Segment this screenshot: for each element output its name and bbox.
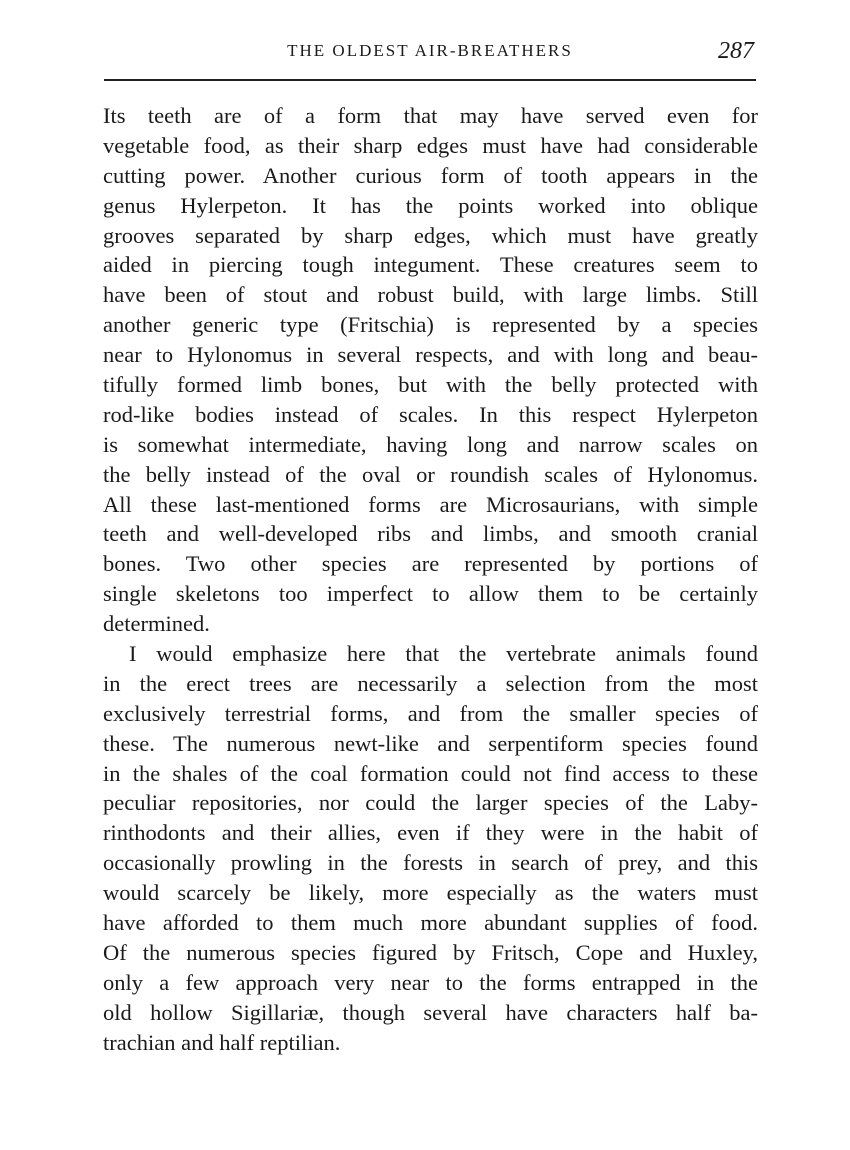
text-line: have been of stout and robust build, with large limbs. Still: [103, 282, 758, 308]
text-line: I would emphasize here that the vertebrate animals found: [129, 641, 758, 667]
text-line: the belly instead of the oval or roundish scales of Hylonomus.: [103, 461, 758, 487]
text-line: genus Hylerpeton. It has the points worked into oblique: [103, 192, 758, 218]
text-line: these. The numerous newt-like and serpentiform species found: [103, 730, 758, 756]
text-line: vegetable food, as their sharp edges must have had considerable: [103, 132, 758, 158]
text-line: old hollow Sigillariæ, though several have characters half ba-: [103, 999, 758, 1025]
text-line: aided in piercing tough integument. These creatures seem to: [103, 252, 758, 278]
text-line: another generic type (Fritschia) is represented by a species: [103, 312, 758, 338]
text-line: is somewhat intermediate, having long and narrow scales on: [103, 431, 758, 457]
text-line: near to Hylonomus in several respects, and with long and beau-: [103, 342, 758, 368]
header-rule: [104, 79, 756, 81]
text-line: teeth and well-developed ribs and limbs, and smooth cranial: [103, 521, 758, 547]
text-line: rod-like bodies instead of scales. In this respect Hylerpeton: [103, 401, 758, 427]
running-head: [104, 38, 756, 68]
text-line: single skeletons too imperfect to allow them to be certainly: [103, 581, 758, 607]
text-line: would scarcely be likely, more especially as the waters must: [103, 880, 758, 906]
text-line: only a few approach very near to the forms entrapped in the: [103, 969, 758, 995]
running-head-title: THE OLDEST AIR-BREATHERS: [287, 41, 573, 60]
body-text: [103, 101, 758, 1058]
text-line: tifully formed limb bones, but with the belly protected with: [103, 372, 758, 398]
text-line: Its teeth are of a form that may have served even for: [103, 103, 758, 128]
text-line: determined.: [103, 611, 210, 637]
text-line: trachian and half reptilian.: [103, 1029, 341, 1055]
text-line: bones. Two other species are represented by portions of: [103, 551, 758, 577]
text-line: grooves separated by sharp edges, which must have greatly: [103, 222, 758, 248]
text-line: have afforded to them much more abundant supplies of food.: [103, 910, 758, 936]
text-line: rinthodonts and their allies, even if they were in the habit of: [103, 820, 758, 846]
text-line: peculiar repositories, nor could the larger species of the Laby-: [103, 790, 758, 816]
text-line: occasionally prowling in the forests in search of prey, and this: [103, 850, 758, 876]
text-line: in the shales of the coal formation could not find access to these: [103, 760, 758, 786]
text-line: Of the numerous species figured by Fritsch, Cope and Huxley,: [103, 939, 758, 965]
text-line: cutting power. Another curious form of tooth appears in the: [103, 162, 758, 188]
text-line: in the erect trees are necessarily a selection from the most: [103, 670, 758, 696]
page-number: 287: [718, 38, 754, 64]
text-line: All these last-mentioned forms are Microsaurians, with simple: [103, 491, 758, 517]
text-line: exclusively terrestrial forms, and from the smaller species of: [103, 700, 758, 726]
